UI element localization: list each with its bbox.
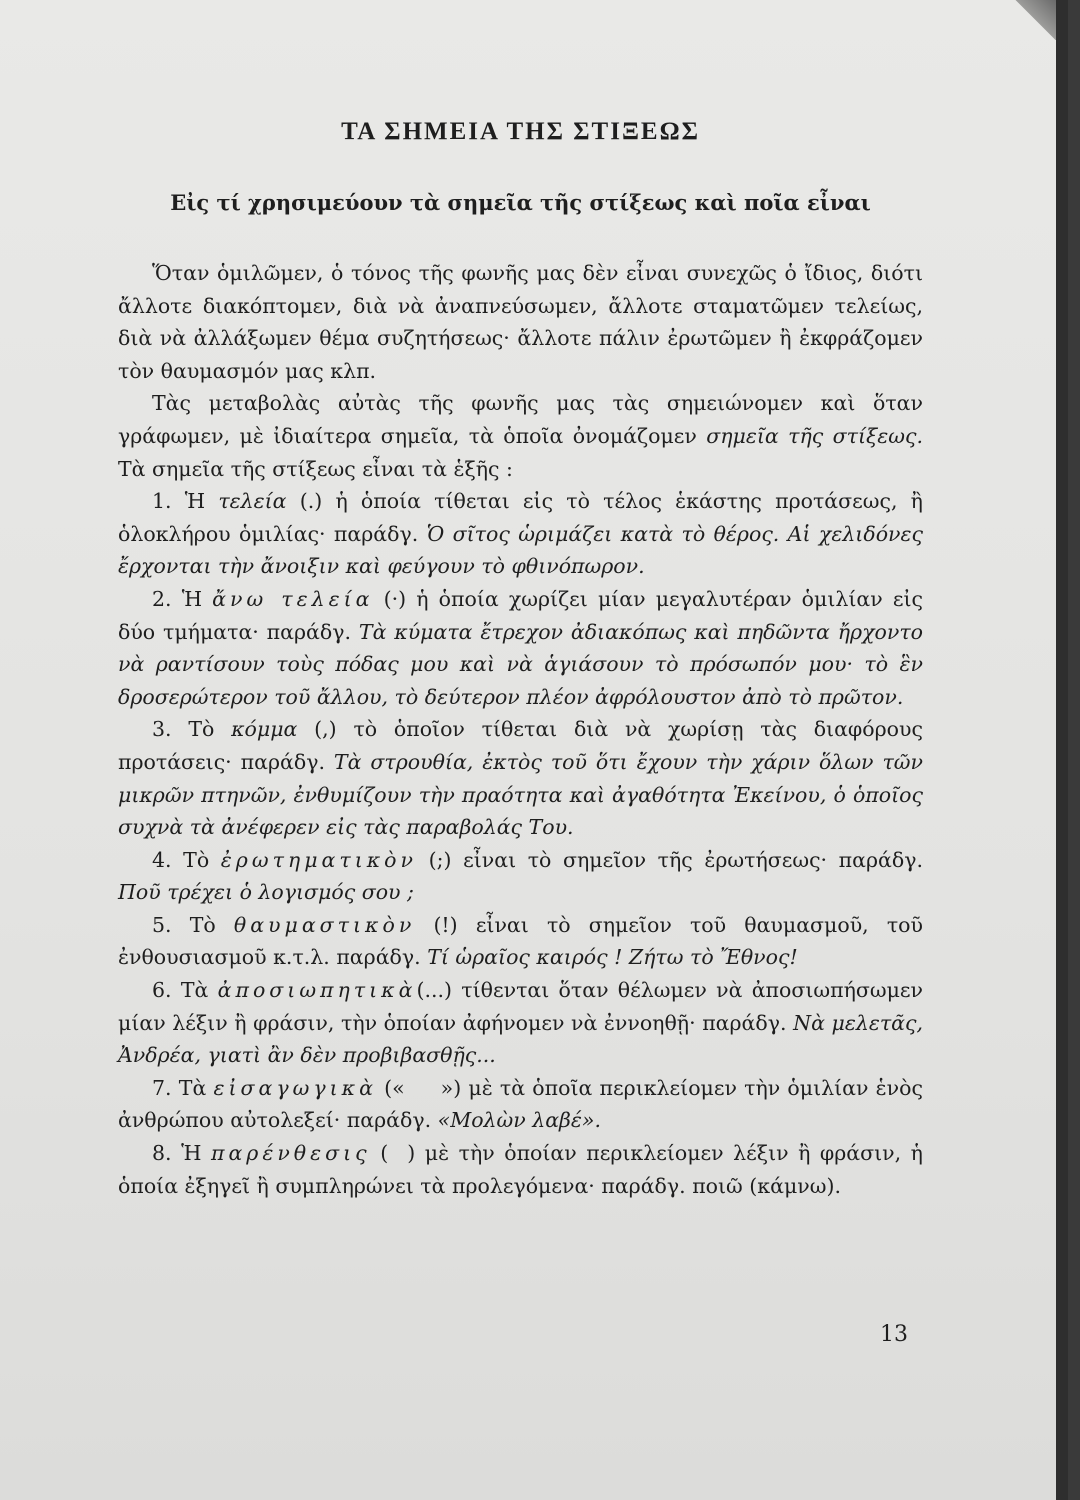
rule-number: 1. [152, 489, 172, 514]
rule-example: Τὰ στρουθία, ἐκτὸς τοῦ ὅτι ἔχουν τὴν χάριν ὅλων τῶν μικρῶν πτηνῶν, ἐνθυμίζουν τὴν πραότητα καὶ ἀγαθότητα Ἐκείνου, ὁ ὁποῖος συχνὰ τὰ ἀνέφερεν εἰς τὰς παραβολάς Του. [118, 749, 923, 840]
rule-name: ἐρωτηματικὸν [220, 847, 417, 872]
intro-text: Τὰς μεταβολὰς αὐτὰς τῆς φωνῆς μας τὰς σημειώνομεν καὶ ὅταν γράφωμεν, μὲ ἰδιαίτερα σημεῖα, τὰ ὁποῖα ὀνομάζομεν [118, 391, 923, 448]
rule-example: Ὁ σῖτος ὡριμάζει κατὰ τὸ θέρος. Αἱ χελιδόνες ἔρχονται τὴν ἄνοιξιν καὶ φεύγουν τὸ φθινόπωρον. [118, 521, 923, 579]
rule-name: ἄνω τελεία [212, 586, 374, 611]
rule-item [118, 583, 923, 713]
rule-symbol: (;) [428, 847, 452, 872]
rule-example: Ποῦ τρέχει ὁ λογισμός σου ; [118, 880, 414, 905]
rule-symbol: (!) [433, 912, 458, 937]
rule-text: μὲ τὰ ὁποῖα περικλείομεν τὴν ὁμιλίαν ἑνὸς ἀνθρώπου αὐτολεξεί· παράδγ. [118, 1075, 923, 1133]
rule-name: εἰσαγωγικὰ [213, 1075, 377, 1100]
rule-example: Τί ὡραῖος καιρός ! Ζήτω τὸ Ἔθνος! [427, 945, 798, 970]
rule-number: 6. [152, 978, 172, 1003]
rule-symbol: (,) [314, 717, 337, 742]
intro-paragraph-1: Ὅταν ὁμιλῶμεν, ὁ τόνος τῆς φωνῆς μας δὲν εἶναι συνεχῶς ὁ ἴδιος, διότι ἄλλοτε διακόπτομεν, διὰ νὰ ἀναπνεύσωμεν, ἄλλοτε σταματῶμεν τελείως, διὰ νὰ ἀλλάξωμεν θέμα συζητήσεως· ἄλλοτε πάλιν ἐρωτῶμεν ἢ ἐκφράζομεν τὸν θαυμασμόν μας κλπ. [118, 261, 923, 383]
rule-name: τελεία [218, 489, 287, 514]
rule-symbol: (« ») [384, 1075, 462, 1100]
page-title: ΤΑ ΣΗΜΕΙΑ ΤΗΣ ΣΤΙΞΕΩΣ [341, 118, 700, 145]
rule-symbol: ( ) [380, 1141, 416, 1166]
rule-symbol: (·) [383, 586, 407, 611]
rule-number: 8. [152, 1141, 172, 1166]
rule-name: παρένθεσις [210, 1141, 371, 1166]
rule-text: ἡ ὁποία τίθεται εἰς τὸ τέλος ἑκάστης προτάσεως, ἢ ὁλοκλήρου ὁμιλίας· παράδγ. [118, 489, 923, 546]
rule-symbol: (...) [416, 978, 452, 1003]
rule-text: μὲ τὴν ὁποίαν περικλείομεν λέξιν ἢ φράσιν, ἡ ὁποία ἐξηγεῖ ἢ συμπληρώνει τὰ προλεγόμενα· παράδγ. [118, 1141, 923, 1198]
page-corner [996, 0, 1056, 40]
rule-number: 4. [152, 847, 172, 872]
section-subtitle: Εἰς τί χρησιμεύουν τὰ σημεῖα τῆς στίξεως καὶ ποῖα εἶναι [170, 190, 871, 215]
rule-article: Ἡ [181, 586, 203, 611]
rule-text: τὸ ὁποῖον τίθεται διὰ νὰ χωρίσῃ τὰς διαφόρους προτάσεις· παράδγ. [118, 717, 923, 774]
page-content [118, 118, 923, 1202]
rule-name: ἀποσιωπητικὰ [217, 978, 417, 1003]
rule-item [118, 1137, 923, 1202]
intro-paragraph-2 [118, 387, 923, 485]
rule-article: Ἡ [181, 1141, 202, 1166]
rule-name: θαυμαστικὸν [233, 912, 416, 937]
rule-example: Νὰ μελετᾶς, Ἀνδρέα, γιατὶ ἂν δὲν προβιβασθῇς... [118, 1010, 923, 1068]
rule-item [118, 909, 923, 974]
intro-term: σημεῖα τῆς στίξεως. [706, 423, 923, 448]
rule-article: Τὰ [180, 978, 209, 1003]
rule-item [118, 974, 923, 1072]
rule-article: Τὸ [188, 717, 215, 742]
rule-number: 2. [152, 586, 172, 611]
rule-item [118, 1072, 923, 1137]
rule-article: Τὸ [189, 912, 216, 937]
rule-text: ἡ ὁποία χωρίζει μίαν μεγαλυτέραν ὁμιλίαν εἰς δύο τμήματα· παράδγ. [118, 586, 923, 644]
rule-number: 5. [152, 912, 172, 937]
rule-name: κόμμα [231, 717, 298, 742]
rule-number: 7. [152, 1075, 172, 1100]
rule-article: Τὰ [178, 1075, 207, 1100]
rule-text: εἶναι τὸ σημεῖον τῆς ἐρωτήσεως· παράδγ. [463, 847, 923, 872]
rule-item [118, 713, 923, 843]
rule-article: Ἡ [184, 489, 206, 514]
rule-article: Τὸ [183, 847, 210, 872]
rule-number: 3. [152, 717, 172, 742]
rule-example: ποιῶ (κάμνω). [692, 1173, 841, 1198]
rule-example: «Μολὼν λαβέ». [437, 1108, 601, 1133]
intro-list-lead: Τὰ σημεῖα τῆς στίξεως εἶναι τὰ ἑξῆς : [118, 456, 513, 481]
page-number: 13 [880, 1322, 908, 1347]
rule-example: Τὰ κύματα ἔτρεχον ἀδιακόπως καὶ πηδῶντα ἤρχοντο νὰ ραντίσουν τοὺς πόδας μου καὶ νὰ ἁγιάσουν τὸ πρόσωπόν μου· τὸ ἓν δροσερώτερον τοῦ ἄλλου, τὸ δεύτερον πλέον ἀφρόλουστον ἀπὸ τὸ πρῶτον. [118, 619, 923, 709]
rule-item [118, 485, 923, 583]
rule-symbol: (.) [299, 489, 323, 514]
rule-item [118, 844, 923, 909]
rule-text: τίθενται ὅταν θέλωμεν νὰ ἀποσιωπήσωμεν μίαν λέξιν ἢ φράσιν, τὴν ὁποίαν ἀφήνομεν νὰ ἐννοηθῇ· παράδγ. [118, 978, 923, 1035]
rule-text: εἶναι τὸ σημεῖον τοῦ θαυμασμοῦ, τοῦ ἐνθουσιασμοῦ κ.τ.λ. παράδγ. [118, 912, 923, 970]
